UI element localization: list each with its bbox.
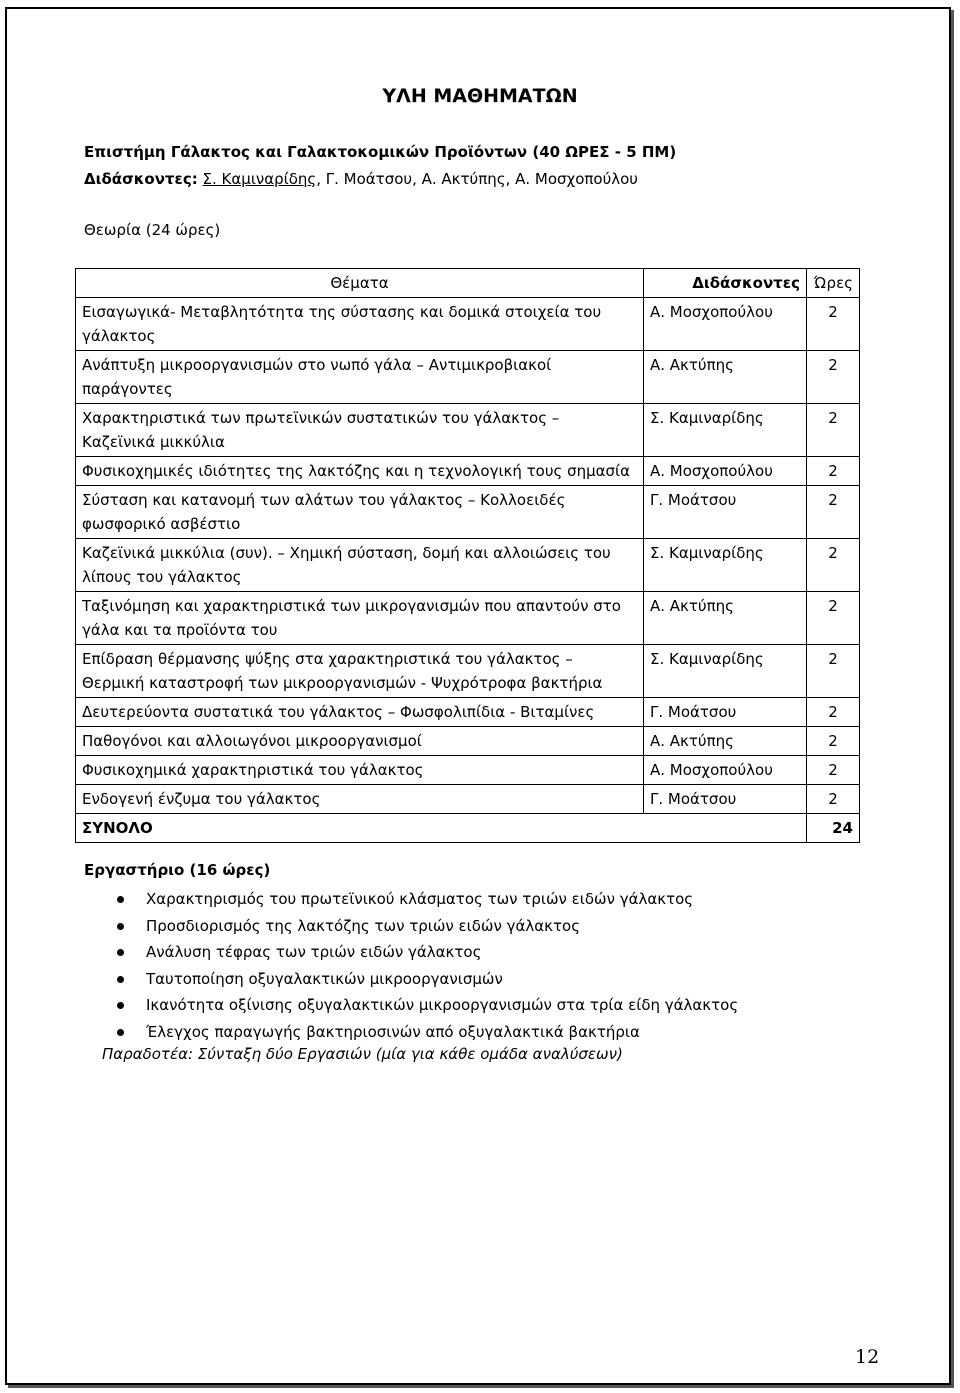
row-hours: 2: [807, 756, 860, 785]
table-row: [76, 539, 860, 592]
list-item: Χαρακτηρισμός του πρωτεϊνικού κλάσματος των τριών ειδών γάλακτος: [84, 886, 738, 913]
header-hours: Ώρες: [807, 269, 860, 298]
row-hours: 2: [807, 592, 860, 645]
row-teacher: Γ. Μοάτσου: [644, 785, 807, 814]
table-total-row: [76, 814, 860, 843]
course-name: Επιστήμη Γάλακτος και Γαλακτοκομικών Προϊόντων (40 ΩΡΕΣ - 5 ΠΜ): [84, 143, 677, 161]
table-row: [76, 351, 860, 404]
list-item: Ικανότητα οξίνισης οξυγαλακτικών μικροοργανισμών στα τρία είδη γάλακτος: [84, 992, 738, 1019]
row-topic: Δευτερεύοντα συστατικά του γάλακτος – Φωσφολιπίδια - Βιταμίνες: [76, 698, 644, 727]
row-topic: Χαρακτηριστικά των πρωτεϊνικών συστατικών του γάλακτος – Καζεϊνικά μικκύλια: [76, 404, 644, 457]
table-row: [76, 592, 860, 645]
row-hours: 2: [807, 645, 860, 698]
table-row: [76, 404, 860, 457]
row-hours: 2: [807, 727, 860, 756]
row-teacher: Σ. Καμιναρίδης: [644, 404, 807, 457]
teacher-first: Σ. Καμιναρίδης: [202, 170, 317, 188]
row-topic: Φυσικοχημικά χαρακτηριστικά του γάλακτος: [76, 756, 644, 785]
row-hours: 2: [807, 539, 860, 592]
teachers-rest: , Γ. Μοάτσου, Α. Ακτύπης, Α. Μοσχοπούλου: [316, 170, 638, 188]
list-item: Έλεγχος παραγωγής βακτηριοσινών από οξυγαλακτικά βακτήρια: [84, 1019, 738, 1046]
table-row: [76, 756, 860, 785]
table-row: [76, 785, 860, 814]
table-row: [76, 486, 860, 539]
course-teachers: [84, 170, 638, 188]
list-item: Ανάλυση τέφρας των τριών ειδών γάλακτος: [84, 939, 738, 966]
total-label: ΣΥΝΟΛΟ: [76, 814, 807, 843]
row-teacher: Α. Ακτύπης: [644, 727, 807, 756]
row-hours: 2: [807, 404, 860, 457]
lab-deliverable: Παραδοτέα: Σύνταξη δύο Εργασιών (μία για κάθε ομάδα αναλύσεων): [102, 1045, 623, 1063]
theory-heading: Θεωρία (24 ώρες): [84, 221, 221, 239]
row-hours: 2: [807, 486, 860, 539]
teachers-label: Διδάσκοντες:: [84, 170, 198, 188]
page-number: 12: [855, 1346, 880, 1368]
list-item: Ταυτοποίηση οξυγαλακτικών μικροοργανισμών: [84, 966, 738, 993]
row-hours: 2: [807, 298, 860, 351]
page-title: ΥΛΗ ΜΑΘΗΜΑΤΩΝ: [382, 85, 578, 107]
lab-heading: Εργαστήριο (16 ώρες): [84, 861, 271, 879]
row-teacher: Α. Ακτύπης: [644, 592, 807, 645]
table-row: [76, 645, 860, 698]
table-row: [76, 727, 860, 756]
row-topic: Παθογόνοι και αλλοιωγόνοι μικροοργανισμοί: [76, 727, 644, 756]
row-teacher: Γ. Μοάτσου: [644, 698, 807, 727]
topics-table: [75, 268, 860, 843]
row-hours: 2: [807, 351, 860, 404]
row-teacher: Α. Μοσχοπούλου: [644, 298, 807, 351]
row-teacher: Α. Μοσχοπούλου: [644, 457, 807, 486]
row-teacher: Σ. Καμιναρίδης: [644, 645, 807, 698]
row-teacher: Σ. Καμιναρίδης: [644, 539, 807, 592]
row-topic: Επίδραση θέρμανσης ψύξης στα χαρακτηριστικά του γάλακτος – Θερμική καταστροφή των μικροοργανισμών - Ψυχρότροφα βακτήρια: [76, 645, 644, 698]
row-hours: 2: [807, 457, 860, 486]
row-topic: Ταξινόμηση και χαρακτηριστικά των μικρογανισμών που απαντούν στο γάλα και τα προϊόντα του: [76, 592, 644, 645]
row-hours: 2: [807, 698, 860, 727]
table-header-row: [76, 269, 860, 298]
row-topic: Καζεϊνικά μικκύλια (συν). – Χημική σύσταση, δομή και αλλοιώσεις του λίπους του γάλακτος: [76, 539, 644, 592]
header-topic: Θέματα: [76, 269, 644, 298]
row-topic: Φυσικοχημικές ιδιότητες της λακτόζης και η τεχνολογική τους σημασία: [76, 457, 644, 486]
row-topic: Σύσταση και κατανομή των αλάτων του γάλακτος – Κολλοειδές φωσφορικό ασβέστιο: [76, 486, 644, 539]
row-teacher: Α. Ακτύπης: [644, 351, 807, 404]
row-topic: Εισαγωγικά- Μεταβλητότητα της σύστασης και δομικά στοιχεία του γάλακτος: [76, 298, 644, 351]
table-row: [76, 298, 860, 351]
row-topic: Ανάπτυξη μικροοργανισμών στο νωπό γάλα – Αντιμικροβιακοί παράγοντες: [76, 351, 644, 404]
row-topic: Ενδογενή ένζυμα του γάλακτος: [76, 785, 644, 814]
header-teacher: Διδάσκοντες: [644, 269, 807, 298]
row-teacher: Α. Μοσχοπούλου: [644, 756, 807, 785]
lab-list: [84, 886, 738, 1045]
list-item: Προσδιορισμός της λακτόζης των τριών ειδών γάλακτος: [84, 913, 738, 940]
table-row: [76, 698, 860, 727]
row-teacher: Γ. Μοάτσου: [644, 486, 807, 539]
total-hours: 24: [807, 814, 860, 843]
row-hours: 2: [807, 785, 860, 814]
table-row: [76, 457, 860, 486]
